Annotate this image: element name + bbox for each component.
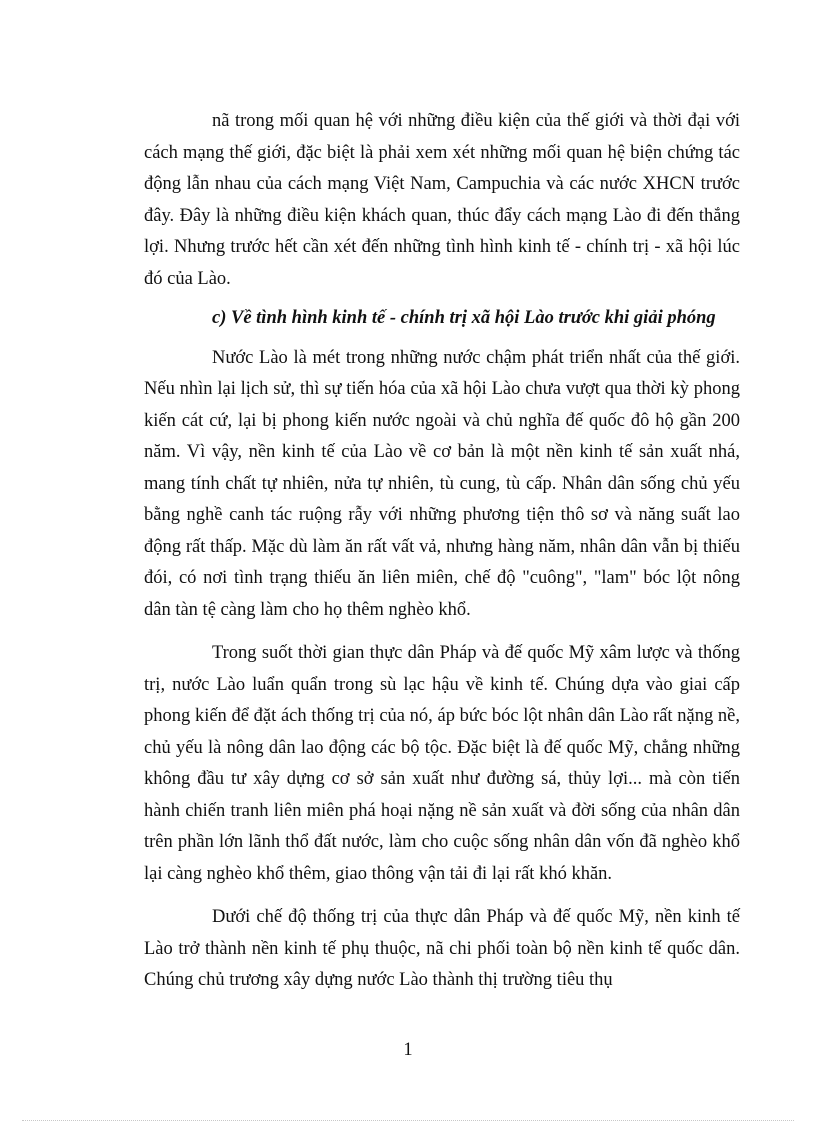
body-text	[144, 106, 740, 997]
page-bottom-divider	[22, 1120, 794, 1121]
paragraph-economy: Nước Lào là mét trong những nước chậm phát triển nhất của thế giới. Nếu nhìn lại lịch sử, thì sự tiến hóa của xã hội Lào chưa vượt qua thời kỳ phong kiến cát cứ, lại bị phong kiến nước ngoài và chủ nghĩa đế quốc đô hộ gần 200 năm. Vì vậy, nền kinh tế của Lào về cơ bản là một nền kinh tế sản xuất nhá, mang tính chất tự nhiên, nửa tự nhiên, tù cung, tù cấp. Nhân dân sống chủ yếu bằng nghề canh tác ruộng rẫy với những phương tiện thô sơ và năng suất lao động rất thấp. Mặc dù làm ăn rất vất vả, nhưng hàng năm, nhân dân vẫn bị thiếu đói, có nơi tình trạng thiếu ăn liên miên, chế độ "cuông", "lam" bóc lột nông dân tàn tệ càng làm cho họ thêm nghèo khổ.	[144, 347, 740, 620]
paragraph-intro: nã trong mối quan hệ với những điều kiện của thế giới và thời đại với cách mạng thế giới, đặc biệt là phải xem xét những mối quan hệ biện chứng tác động lẫn nhau của cách mạng Việt Nam, Campuchia và các nước XHCN trước đây. Đây là những điều kiện khách quan, thúc đẩy cách mạng Lào đi đến thắng lợi. Nhưng trước hết cần xét đến những tình hình kinh tế - chính trị - xã hội lúc đó của Lào.	[144, 111, 740, 289]
section-heading: c) Về tình hình kinh tế - chính trị xã hội Lào trước khi giải phóng	[212, 308, 716, 328]
page-number: 1	[403, 1040, 413, 1060]
paragraph-colonial-rule: Trong suốt thời gian thực dân Pháp và đế quốc Mỹ xâm lược và thống trị, nước Lào luẩn quẩn trong sù lạc hậu về kinh tế. Chúng dựa vào giai cấp phong kiến để đặt ách thống trị của nó, áp bức bóc lột nhân dân Lào rất nặng nề, chủ yếu là nông dân lao động các bộ tộc. Đặc biệt là đế quốc Mỹ, chẳng những không đầu tư xây dựng cơ sở sản xuất như đường sá, thủy lợi... mà còn tiến hành chiến tranh liên miên phá hoại nặng nề sản xuất và đời sống của nhân dân trên phần lớn lãnh thổ đất nước, làm cho cuộc sống nhân dân vốn đã nghèo khổ lại càng nghèo khổ thêm, giao thông vận tải đi lại rất khó khăn.	[144, 643, 740, 884]
paragraph-dependent-economy: Dưới chế độ thống trị của thực dân Pháp và đế quốc Mỹ, nền kinh tế Lào trở thành nền kinh tế phụ thuộc, nã chi phối toàn bộ nền kinh tế quốc dân. Chúng chủ trương xây dựng nước Lào thành thị trường tiêu thụ	[144, 907, 740, 990]
